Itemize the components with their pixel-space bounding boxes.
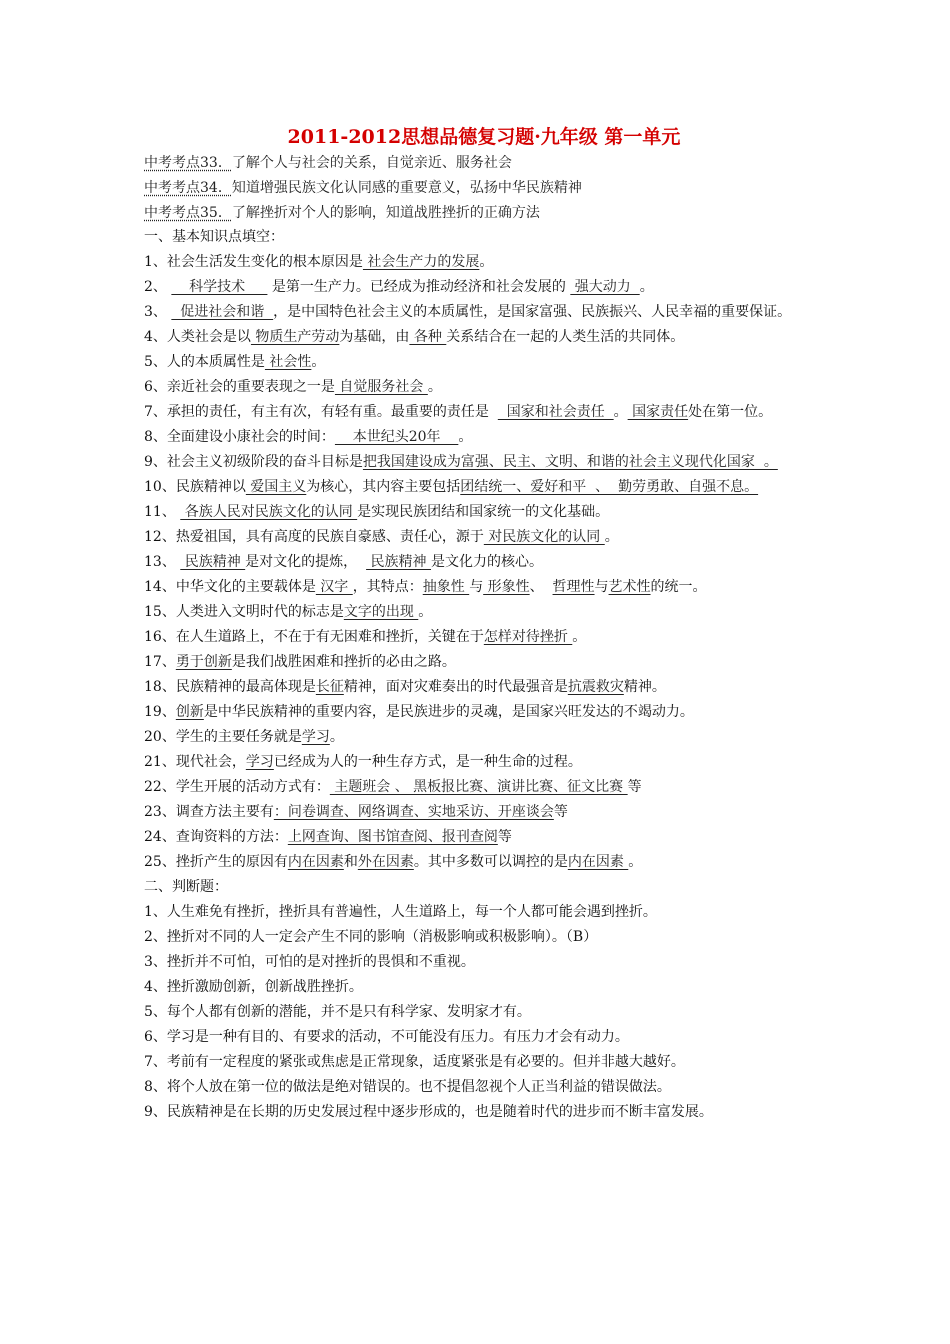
answer-blank: 科学技术 [171, 279, 268, 295]
question-text: 为核心，其内容主要包括 [306, 479, 461, 495]
question-text: 4、人类社会是以 [144, 329, 251, 345]
answer-blank: 团结统一、爱好和平 、 勤劳勇敢、自强不息。 [460, 479, 759, 495]
document-title: 2011-2012思想品德复习题·九年级 第一单元 [287, 126, 681, 148]
answer-blank: 民族精神 [180, 554, 246, 570]
judge-item: 9、民族精神是在长期的历史发展过程中逐步形成的，也是随着时代的进步而不断丰富发展。 [144, 1104, 713, 1120]
question-text: 10、民族精神以 [144, 479, 246, 495]
question-text: 。 [628, 854, 643, 870]
answer-blank: 文字的出现 [343, 604, 419, 620]
answer-blank: 民族精神 [366, 554, 431, 570]
fill-item [144, 550, 824, 575]
fill-item [144, 500, 824, 525]
question-text: 9、社会主义初级阶段的奋斗目标是 [144, 454, 363, 470]
fill-item [144, 800, 824, 825]
answer-blank: 强大动力 [570, 279, 640, 295]
fill-item [144, 575, 824, 600]
fill-item [144, 475, 824, 500]
document-page [144, 124, 824, 1125]
answer-blank: 国家责任 [627, 404, 689, 420]
question-text: 已经成为人的一种生存方式，是一种生命的过程。 [273, 754, 582, 770]
answer-blank: 外在因素 [357, 854, 414, 870]
question-text: 2、 [144, 279, 172, 295]
question-text: 处在第一位。 [688, 404, 773, 420]
answer-blank: 社会生产力的发展 [362, 254, 480, 270]
question-text: 11、 [144, 504, 181, 520]
fill-item [144, 400, 824, 425]
fill-item [144, 600, 824, 625]
fill-item [144, 750, 824, 775]
question-text: 。 [311, 354, 326, 370]
answer-blank: 上网查询、图书馆查阅、报刊查阅 [287, 829, 498, 845]
answer-blank: 自觉服务社会 [334, 379, 428, 395]
question-text: ，其特点： [352, 579, 423, 595]
exam-points [144, 150, 824, 225]
answer-blank: 抗震救灾 [567, 679, 624, 695]
answer-blank: 主题班会 、 黑板报比赛、演讲比赛、征文比赛 [329, 779, 628, 795]
fill-item [144, 775, 824, 800]
question-text: 。 [479, 254, 494, 270]
question-text: 8、全面建设小康社会的时间： [144, 429, 335, 445]
judge-item: 5、每个人都有创新的潜能，并不是只有科学家、发明家才有。 [144, 1004, 531, 1020]
question-text: 、 [529, 579, 553, 595]
question-text: 7、承担的责任，有主有次，有轻有重。最重要的责任是 [144, 404, 498, 420]
question-text: 18、民族精神的最高体现是 [144, 679, 316, 695]
question-text: 22、学生开展的活动方式有： [144, 779, 330, 795]
fill-item [144, 250, 824, 275]
question-text: 等 [553, 804, 568, 820]
question-text: 是我们战胜困难和挫折的必由之路。 [231, 654, 456, 670]
answer-blank: 形象性 [483, 579, 530, 595]
answer-blank: 哲理性 [552, 579, 595, 595]
fill-item [144, 650, 824, 675]
question-text: 15、人类进入文明时代的标志是 [144, 604, 344, 620]
question-text: 16、在人生道路上，不在于有无困难和挫折，关键在于 [144, 629, 484, 645]
section-heading-fill: 一、基本知识点填空： [144, 229, 284, 245]
question-text: 。 [458, 429, 473, 445]
fill-item [144, 425, 824, 450]
question-text: 是第一生产力。已经成为推动经济和社会发展的 [267, 279, 571, 295]
answer-blank: 长征 [315, 679, 344, 695]
answer-blank: 爱国主义 [245, 479, 307, 495]
question-text: 19、 [144, 704, 176, 720]
question-text: 与 [469, 579, 484, 595]
question-text: 1、社会生活发生变化的根本原因是 [144, 254, 363, 270]
question-text: 的统一。 [650, 579, 707, 595]
question-text: 5、人的本质属性是 [144, 354, 265, 370]
answer-blank: 促进社会和谐 [171, 304, 274, 320]
question-text: 14、中华文化的主要载体是 [144, 579, 316, 595]
fill-item [144, 825, 824, 850]
exam-point-label: 中考考点33． [144, 155, 232, 171]
fill-item [144, 300, 824, 325]
question-text: 是文化力的核心。 [430, 554, 543, 570]
question-text: 25、挫折产生的原因有 [144, 854, 288, 870]
judge-item: 3、挫折并不可怕，可怕的是对挫折的畏惧和不重视。 [144, 954, 475, 970]
question-text: 。 [613, 404, 628, 420]
fill-item [144, 350, 824, 375]
judge-item: 1、人生难免有挫折，挫折具有普遍性，人生道路上，每一个人都可能会遇到挫折。 [144, 904, 657, 920]
answer-blank: 汉字 [315, 579, 353, 595]
answer-blank: 国家和社会责任 [497, 404, 614, 420]
question-text: 21、现代社会， [144, 754, 246, 770]
question-text: 是中华民族精神的重要内容，是民族进步的灵魂，是国家兴旺发达的不竭动力。 [203, 704, 694, 720]
question-text: 3、 [144, 304, 172, 320]
answer-blank: 学习 [301, 729, 330, 745]
judge-item: 2、挫折对不同的人一定会产生不同的影响（消极影响或积极影响）。（B） [144, 929, 598, 945]
question-text: 。 [427, 379, 442, 395]
question-text: 。 [572, 629, 587, 645]
fill-item [144, 700, 824, 725]
judge-item: 4、挫折激励创新，创新战胜挫折。 [144, 979, 363, 995]
judge-item: 7、考前有一定程度的紧张或焦虑是正常现象，适度紧张是有必要的。但并非越大越好。 [144, 1054, 685, 1070]
answer-blank: 社会性 [264, 354, 312, 370]
answer-blank: 艺术性 [608, 579, 651, 595]
question-text: 精神，面对灾难奏出的时代最强音是 [343, 679, 568, 695]
exam-point-text: 了解个人与社会的关系，自觉亲近、服务社会 [231, 155, 512, 171]
exam-point-label: 中考考点35． [144, 205, 232, 221]
fill-item [144, 725, 824, 750]
question-text: 是对文化的提炼， [245, 554, 367, 570]
answer-blank: 勇于创新 [175, 654, 232, 670]
answer-blank: ：问卷调查、网络调查、实地采访、开座谈会 [273, 804, 554, 820]
question-text: 。 [329, 729, 344, 745]
answer-blank: 对民族文化的认同 [483, 529, 605, 545]
answer-blank: 内在因素 [567, 854, 629, 870]
question-text: 13、 [144, 554, 181, 570]
answer-blank: 怎样对待挫折 [483, 629, 573, 645]
answer-blank: 物质生产劳动 [250, 329, 340, 345]
question-text: 23、调查方法主要有 [144, 804, 274, 820]
section-heading-judge: 二、判断题： [144, 879, 228, 895]
answer-blank: 抽象性 [422, 579, 470, 595]
judge-list [144, 900, 824, 1125]
question-text: 与 [594, 579, 609, 595]
fill-item [144, 275, 824, 300]
fill-item [144, 850, 824, 875]
judge-item: 6、学习是一种有目的、有要求的活动，不可能没有压力。有压力才会有动力。 [144, 1029, 629, 1045]
question-text: 等 [497, 829, 512, 845]
exam-point [144, 200, 824, 225]
fill-item [144, 325, 824, 350]
answer-blank: 各族人民对民族文化的认同 [180, 504, 358, 520]
question-text: 精神。 [623, 679, 666, 695]
fill-item [144, 375, 824, 400]
answer-blank: 把我国建设成为富强、民主、文明、和谐的社会主义现代化国家 。 [362, 454, 778, 470]
question-text: 关系结合在一起的人类生活的共同体。 [446, 329, 685, 345]
answer-blank: 内在因素 [287, 854, 344, 870]
fill-item [144, 525, 824, 550]
question-text: 。 [604, 529, 619, 545]
exam-point-text: 了解挫折对个人的影响，知道战胜挫折的正确方法 [231, 205, 540, 221]
question-text: 为基础，由 [339, 329, 410, 345]
question-text: ，是中国特色社会主义的本质属性，是国家富强、民族振兴、人民幸福的重要保证。 [273, 304, 792, 320]
question-text: 6、亲近社会的重要表现之一是 [144, 379, 335, 395]
question-text: 和 [343, 854, 358, 870]
question-text: 。 [639, 279, 654, 295]
question-text: 20、学生的主要任务就是 [144, 729, 302, 745]
question-text: 是实现民族团结和国家统一的文化基础。 [357, 504, 610, 520]
exam-point-label: 中考考点34． [144, 180, 232, 196]
exam-point [144, 150, 824, 175]
answer-blank: 各种 [409, 329, 447, 345]
question-text: 24、查询资料的方法： [144, 829, 288, 845]
fill-item [144, 675, 824, 700]
fill-item [144, 450, 824, 475]
exam-point [144, 175, 824, 200]
judge-item: 8、将个人放在第一位的做法是绝对错误的。也不提倡忽视个人正当利益的错误做法。 [144, 1079, 671, 1095]
answer-blank: 创新 [175, 704, 204, 720]
question-text: 12、热爱祖国，具有高度的民族自豪感、责任心，源于 [144, 529, 484, 545]
answer-blank: 本世纪头20年 [334, 429, 459, 445]
fill-blank-list [144, 250, 824, 875]
fill-item [144, 625, 824, 650]
answer-blank: 学习 [245, 754, 274, 770]
question-text: 17、 [144, 654, 176, 670]
question-text: 。 [418, 604, 433, 620]
exam-point-text: 知道增强民族文化认同感的重要意义，弘扬中华民族精神 [231, 180, 582, 196]
question-text: 。其中多数可以调控的是 [413, 854, 568, 870]
question-text: 等 [627, 779, 642, 795]
